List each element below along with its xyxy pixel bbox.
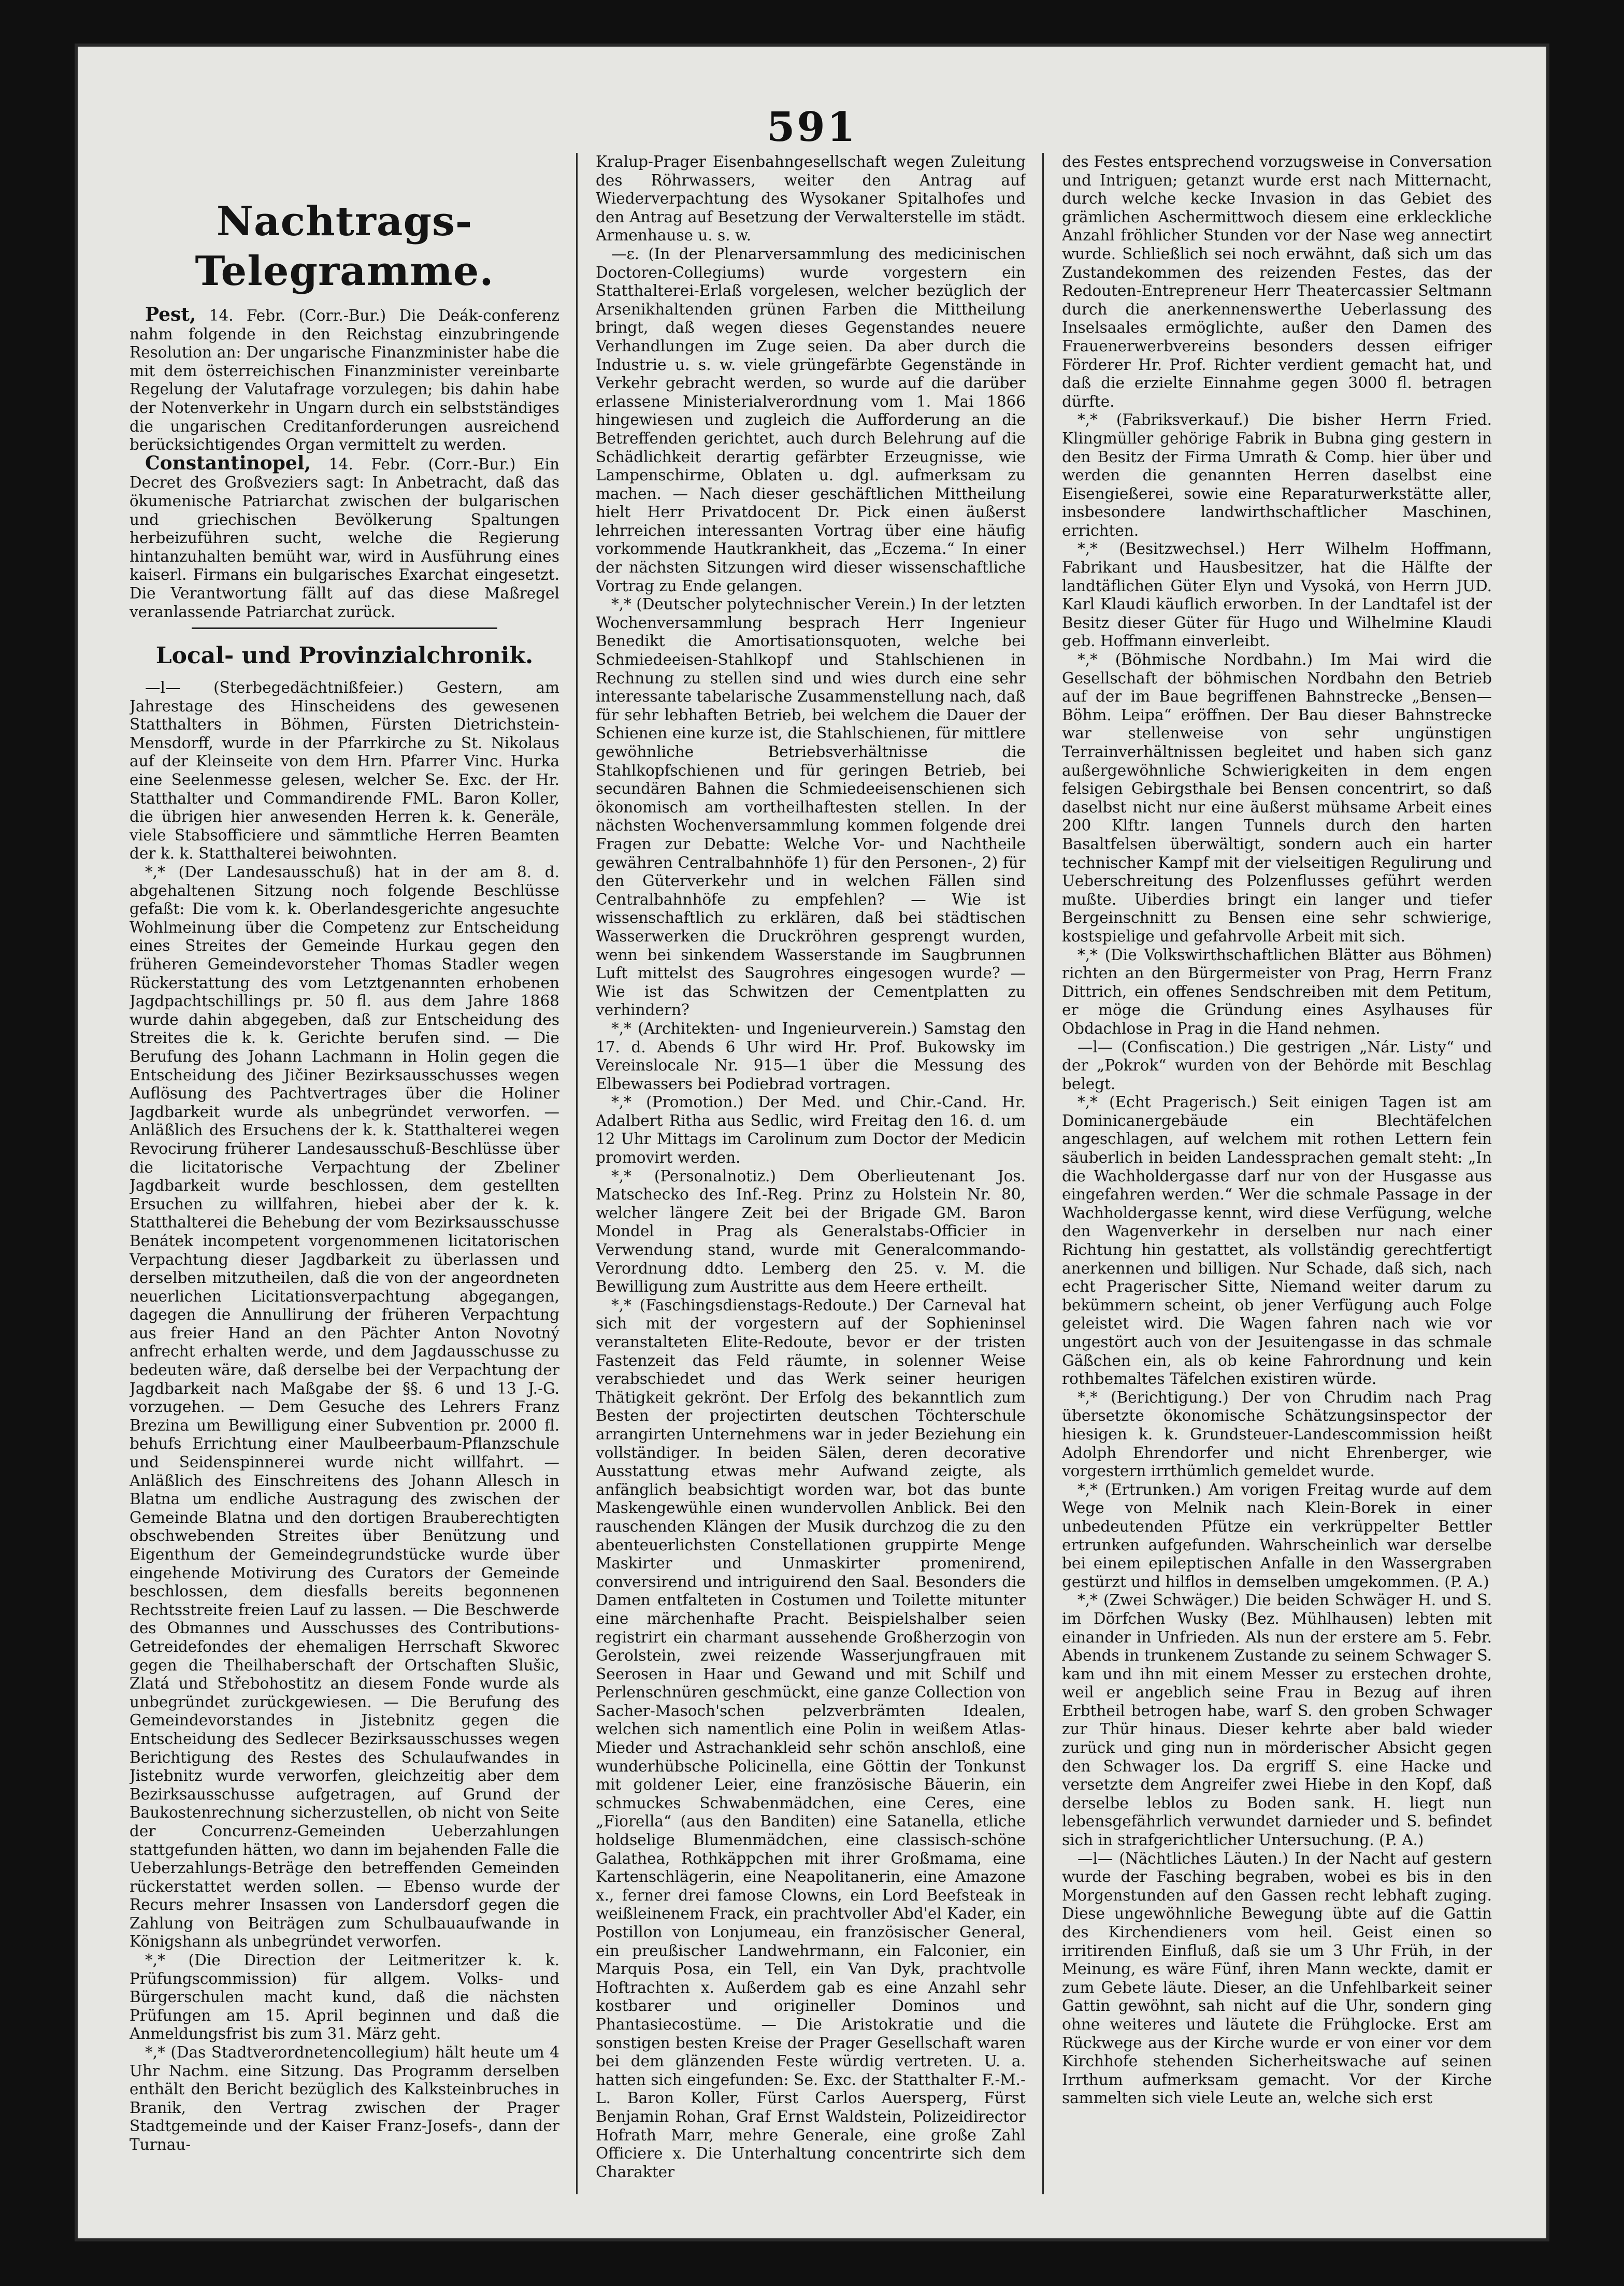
article-paragraph: *,* (Die Volkswirthschaftlichen Blätter aus Böhmen) richten an den Bürgermeister von Prag, Herrn Franz Dittrich, ein offenes Sendschreiben mit dem Petitum, er möge die Gründung eines Asylhauses für Obdachlose in Prag in die Hand nehmen.	[1062, 946, 1492, 1037]
telegram-city: Pest,	[145, 304, 196, 325]
masthead-telegrams: Nachtrags-Telegramme.	[195, 198, 494, 295]
article-paragraph: *,* (Echt Pragerisch.) Seit einigen Tagen ist am Dominicanergebäude ein Blechtäfelchen angeschlagen, auf welchem mit rothen Lettern fein säuberlich in beiden Landessprachen gemalt steht: „In die Wachholdergasse darf nur von der Husgasse aus eingefahren werden.“ Wer die schmale Passage in der Wachholdergasse kennt, wird diese Verfügung, welche den Wagenverkehr in derselben nur nach einer Richtung hin gestattet, als vollständig gerechtfertigt anerkennen und billigen. Nur Schade, daß sich, nach echt Pragerischer Sitte, Niemand weiter darum zu bekümmern scheint, ob jener Verfügung auch Folge geleistet wird. Die Wagen fahren nach wie vor ungestört auch von der Jesuitengasse in das schmale Gäßchen ein, als ob keine Fahrordnung und kein rothbemaltes Täfelchen existiren würde.	[1062, 1093, 1492, 1388]
article-paragraph: *,* (Ertrunken.) Am vorigen Freitag wurde auf dem Wege von Melnik nach Klein-Borek in einer unbedeutenden Pfütze ein verkrüppelter Bettler ertrunken aufgefunden. Wahrscheinlich war derselbe bei einem epileptischen Anfalle in den Wassergraben gestürzt und hilflos in demselben umgekommen. (P. A.)	[1062, 1480, 1492, 1591]
section-heading-local-chronicle: Local- und Provinzialchronik.	[155, 642, 534, 669]
article-paragraph: —ε. (In der Plenarversammlung des medicinischen Doctoren-Collegiums) wurde vorgestern ein Statthalterei-Erlaß vorgelesen, welcher bezüglich der Arsenikhaltenden grünen Farben die Mittheilung bringt, daß wegen dieses Gegenstandes neuere Verhandlungen im Zuge seien. Da aber durch die Industrie u. s. w. viele grüngefärbte Gegenstände in Verkehr gebracht werden, so wurde auf die darüber erlassene Ministerialverordnung vom 1. Mai 1866 hingewiesen und zugleich die Aufforderung an die Betreffenden gerichtet, auch durch Belehrung auf die Schädlichkeit derartig gefärbter Erzeugnisse, wie Lampenschirme, Oblaten u. dgl. aufmerksam zu machen. — Nach dieser geschäftlichen Mittheilung hielt Herr Privatdocent Dr. Pick einen äußerst lehrreichen interessanten Vortrag über eine häufig vorkommende Hautkrankheit, das „Eczema.“ In einer der nächsten Sitzungen wird dieser wissenschaftliche Vortrag zu Ende gelangen.	[596, 245, 1026, 595]
article-paragraph: Kralup-Prager Eisenbahngesellschaft wegen Zuleitung des Röhrwassers, weiter den Antrag auf Wiederverpachtung des Wysokaner Spitalhofes und den Antrag auf Besetzung der Verwalterstelle im städt. Armenhause u. s. w.	[596, 153, 1026, 245]
article-paragraph: *,* (Die Direction der Leitmeritzer k. k. Prüfungscommission) für allgem. Volks- und Bürgerschulen macht kund, daß die nächsten Prüfungen am 15. April beginnen und daß die Anmeldungsfrist bis zum 31. März geht.	[130, 1951, 559, 2043]
article-paragraph: *,* (Böhmische Nordbahn.) Im Mai wird die Gesellschaft der böhmischen Nordbahn den Betrieb auf der im Baue begriffenen Bahnstrecke „Bensen—Böhm. Leipa“ eröffnen. Der Bau dieser Bahnstrecke war stellenweise von sehr ungünstigen Terrainverhältnissen begleitet und haben sich ganz außergewöhnliche Schwierigkeiten in dem engen felsigen Gebirgsthale bei Bensen concentrirt, so daß daselbst nicht nur eine äußerst mühsame Arbeit eines 200 Klftr. langen Tunnels durch den harten Basaltfelsen überwältigt, sondern auch ein harter technischer Kampf mit der vielseitigen Regulirung und Ueberschreitung des Polzenflusses geführt werden mußte. Uiberdies bringt ein langer und tiefer Bergeinschnitt zu Bensen eine sehr schwierige, kostspielige und gefahrvolle Arbeit mit sich.	[1062, 651, 1492, 945]
telegram-text: 14. Febr. (Corr.-Bur.) Ein Decret des Großveziers sagt: In Anbetracht, daß das ökumenische Patriarchat zwischen der bulgarischen und griechischen Bevölkerung Spaltungen herbeizuführen sucht, welche die Regierung hintanzuhalten bemüht war, wird in Ausführung eines kaiserl. Firmans ein bulgarisches Exarchat eingesetzt. Die Verantwortung fällt auf das diese Maßregel veranlassende Patriarchat zurück.	[130, 455, 559, 621]
newspaper-page	[78, 47, 1546, 2238]
column-3	[1062, 153, 1492, 2205]
article-paragraph: *,* (Fabriksverkauf.) Die bisher Herrn Fried. Klingmüller gehörige Fabrik in Bubna ging gestern in den Besitz der Firma Umrath & Comp. hier über und werden die genannten Herren daselbst eine Eisengießerei, sowie eine Reparaturwerkstätte aller, insbesondere landwirthschaftlicher Maschinen, errichten.	[1062, 411, 1492, 539]
article-paragraph: *,* (Deutscher polytechnischer Verein.) In der letzten Wochenversammlung besprach Herr Ingenieur Benedikt die Amortisationsquoten, welche bei Schmiedeeisen-Stahlkopf und Stahlschienen in Rechnung zu stellen sind und wies durch eine sehr interessante tabelarische Zusammenstellung nach, daß für sehr lebhaften Betrieb, bei welchem die Dauer der Schienen eine kurze ist, die Stahlschienen, für mittlere gewöhnliche Betriebsverhältnisse die Stahlkopfschienen und für geringen Betrieb, bei secundären Bahnen die Schmiedeeisenschienen sich ökonomisch am vortheilhaftesten stellen. In der nächsten Wochenversammlung kommen folgende drei Fragen zur Debatte: Welche Vor- und Nachtheile gewähren Centralbahnhöfe 1) für den Personen-, 2) für den Güterverkehr und in welchen Fällen sind Centralbahnhöfe zu empfehlen? — Wie ist wissenschaftlich zu erklären, daß bei städtischen Wasserwerken die Druckröhren gesprengt wurden, wenn bei sinkendem Wasserstande im Saugbrunnen Luft mittelst des Saugrohres eingesogen wurde? — Wie ist das Schwitzen der Cementplatten zu verhindern?	[596, 595, 1026, 1019]
article-paragraph: *,* (Besitzwechsel.) Herr Wilhelm Hoffmann, Fabrikant und Hausbesitzer, hat die Hälfte der landtäflichen Güter Elyn und Vysoká, von Herrn JUD. Karl Klaudi käuflich erworben. In der Landtafel ist der Besitz dieser Güter für Hugo und Wilhelmine Klaudi geb. Hoffmann einverleibt.	[1062, 540, 1492, 650]
article-paragraph: —l— (Sterbegedächtnißfeier.) Gestern, am Jahrestage des Hinscheidens des gewesenen Statthalters in Böhmen, Fürsten Dietrichstein-Mensdorff, wurde in der Pfarrkirche zu St. Nikolaus auf der Kleinseite von dem Hrn. Pfarrer Vinc. Hurka eine Seelenmesse gelesen, welcher Se. Exc. der Hr. Statthalter und Commandirende FML. Baron Koller, die übrigen hier anwesenden Herren k. k. Generäle, viele Stabsofficiere und sämmtliche Herren Beamten der k. k. Statthalterei beiwohnten.	[130, 679, 559, 863]
article-paragraph: *,* (Promotion.) Der Med. und Chir.-Cand. Hr. Adalbert Ritha aus Sedlic, wird Freitag den 16. d. um 12 Uhr Mittags im Carolinum zum Doctor der Medicin promovirt werden.	[596, 1093, 1026, 1167]
article-paragraph: *,* (Architekten- und Ingenieurverein.) Samstag den 17. d. Abends 6 Uhr wird Hr. Prof. Bukowsky im Vereinslocale Nr. 915—1 über die Messung des Elbewassers bei Podiebrad vortragen.	[596, 1019, 1026, 1093]
telegram-city: Constantinopel,	[145, 452, 311, 474]
article-paragraph: *,* (Das Stadtverordnetencollegium) hält heute um 4 Uhr Nachm. eine Sitzung. Das Programm derselben enthält den Bericht bezüglich des Kalksteinbruches in Branik, den Vertrag zwischen der Prager Stadtgemeinde und der Kaiser Franz-Josefs-, dann der Turnau-	[130, 2044, 559, 2153]
article-paragraph: —l— (Nächtliches Läuten.) In der Nacht auf gestern wurde der Fasching begraben, wobei es bis in den Morgenstunden auf den Gassen recht lebhaft zuging. Diese ungewöhnliche Bewegung übte auf die Gattin des Kirchendieners vom heil. Geist einen so irritirenden Einfluß, daß sie um 3 Uhr Früh, in der Meinung, es wäre Fünf, ihren Mann weckte, damit er zum Gebete läute. Dieser, an die Unfehlbarkeit seiner Gattin gewöhnt, sah nicht auf die Uhr, sondern ging ohne weiteres und läutete die Frühglocke. Erst am Rückwege aus der Kirche wurde er von einer vor dem Kirchhofe stehenden Sicherheitswache auf seinen Irrthum aufmerksam gemacht. Vor der Kirche sammelten sich viele Leute an, welche sich erst	[1062, 1849, 1492, 2107]
article-paragraph: —l— (Confiscation.) Die gestrigen „Nár. Listy“ und der „Pokrok“ wurden von der Behörde mit Beschlag belegt.	[1062, 1038, 1492, 1093]
article-paragraph: *,* (Faschingsdienstags-Redoute.) Der Carneval hat sich mit der vorgestern auf der Sophieninsel veranstalteten Elite-Redoute, bevor er der tristen Fastenzeit das Feld räumte, in solenner Weise verabschiedet und das Werk seiner heurigen Thätigkeit gekrönt. Der Erfolg des bekanntlich zum Besten der projectirten deutschen Töchterschule arrangirten Unternehmens war in jeder Beziehung ein vollständiger. In beiden Sälen, deren decorative Ausstattung etwas mehr Aufwand zeigte, als anfänglich beabsichtigt worden war, bot das bunte Maskengewühle einen wundervollen Anblick. Bei den rauschenden Klängen der Musik durchzog die zu den abenteuerlichsten Constellationen gruppirte Menge Maskirter und Unmaskirter promenirend, conversirend und intriguirend den Saal. Besonders die Damen entfalteten in Costumen und Toilette mitunter eine märchenhafte Pracht. Beispielshalber seien registrirt ein charmant aussehende Großherzogin von Gerolstein, zwei reizende Wasserjungfrauen mit Seerosen in Haar und Gewand und mit Schilf und Perlenschnüren geschmückt, eine ganze Collection von Sacher-Masoch'schen pelzverbrämten Idealen, welchen sich namentlich eine Polin in weißem Atlas-Mieder und Astrachankleid sehr schön anschloß, eine wunderhübsche Policinella, eine Göttin der Tonkunst mit goldener Leier, eine französische Bäuerin, ein schmuckes Schwabenmädchen, eine Ceres, eine „Fiorella“ (aus den Banditen) eine Satanella, etliche holdselige Blumenmädchen, eine classisch-schöne Galathea, Rothkäppchen mit ihrer Großmama, eine Kartenschlägerin, eine Neapolitanerin, eine Amazone x., ferner drei famose Clowns, ein Lord Beefsteak in weißleinenem Frack, ein prachtvoller Abd'el Kader, ein Postillon von Lonjumeau, ein französischer General, ein preußischer Landwehrmann, ein Falconier, ein Marquis Posa, ein Tell, ein Van Dyk, prachtvolle Hoftrachten x. Außerdem gab es eine Anzahl sehr kostbarer und origineller Dominos und Phantasiecostüme. — Die Aristokratie und die sonstigen besten Kreise der Prager Gesellschaft waren bei dem glänzenden Feste würdig vertreten. U. a. hatten sich eingefunden: Se. Exc. der Statthalter F.-M.-L. Baron Koller, Fürst Carlos Auersperg, Fürst Benjamin Rohan, Graf Ernst Waldstein, Polizeidirector Hofrath Marr, mehre Generale, eine große Zahl Officiere x. Die Unterhaltung concentrirte sich dem Charakter	[596, 1296, 1026, 2181]
telegram-pest	[130, 306, 559, 454]
article-paragraph: *,* (Der Landesausschuß) hat in der am 8. d. abgehaltenen Sitzung noch folgende Beschlüsse gefaßt: Die vom k. k. Oberlandesgerichte angesuchte Wohlmeinung über die Competenz zur Entscheidung eines Streites der Gemeinde Hurkau gegen den früheren Gemeindevorsteher Thomas Stadler wegen Rückerstattung des vom Letztgenannten erhobenen Jagdpachtschillings pr. 50 fl. aus dem Jahre 1868 wurde dahin abgegeben, daß zur Entscheidung des Streites die k. k. Gerichte berufen sind. — Die Berufung des Johann Lachmann in Holin gegen die Entscheidung des Jičiner Bezirksausschusses wegen Auflösung des Pachtvertrages über die Holiner Jagdbarkeit wurde als unbegründet verworfen. — Anläßlich des Ersuchens der k. k. Statthalterei wegen Revocirung früherer Landesausschuß-Beschlüsse über die licitatorische Verpachtung der Zbeliner Jagdbarkeit wurde beschlossen, dem gestellten Ersuchen zu willfahren, hiebei aber der k. k. Statthalterei die Behebung der vom Bezirksausschusse Benátek incompetent vorgenommenen licitatorischen Verpachtung dieser Jagdbarkeit zu überlassen und derselben mitzutheilen, daß die von der angeordneten neuerlichen Licitationsverpachtung abgegangen, dagegen die Annullirung der früheren Verpachtung aus freier Hand an den Pächter Anton Novotný anfrecht erhalten werde, und dem Jagdausschusse zu bedeuten wäre, daß derselbe bei der Verpachtung der Jagdbarkeit nach Maßgabe der §§. 6 und 13 J.-G. vorzugehen. — Dem Gesuche des Lehrers Franz Brezina um Bewilligung einer Subvention pr. 2000 fl. behufs Errichtung einer Maulbeerbaum-Pflanzschule und Seidenspinnerei wurde nicht willfahrt. — Anläßlich des Einschreitens des Johann Allesch in Blatna um endliche Austragung des zwischen der Gemeinde Blatna und den dortigen Brauberechtigten obschwebenden Streites über Benützung und Eigenthum der Gemeindegrundstücke wurde über eingehende Motivirung des Curators der Gemeinde beschlossen, dem diesfalls bereits begonnenen Rechtsstreite freien Lauf zu lassen. — Die Beschwerde des Obmannes und Ausschusses des Contributions-Getreidefondes der ehemaligen Herrschaft Skworec gegen die Theilhaberschaft der Ortschaften Slušic, Zlatá und Střebohostitz an diesem Fonde wurde als unbegründet zurückgewiesen. — Die Berufung des Gemeindevorstandes in Jistebnitz gegen die Entscheidung des Sedlecer Bezirksausschusses wegen Berichtigung des Restes des Schulaufwandes in Jistebnitz wurde verworfen, gleichzeitig aber dem Bezirksausschusse aufgetragen, auf Grund der Baukostenrechnung sicherzustellen, ob nicht von Seite der Concurrenz-Gemeinden Ueberzahlungen stattgefunden hätten, wo dann im bejahenden Falle die Ueberzahlungs-Beträge den betreffenden Gemeinden rückerstattet werden sollen. — Ebenso wurde der Recurs mehrer Insassen von Landersdorf gegen die Zahlung von Beiträgen zum Schulbauaufwande in Königshann als unbegründet verworfen.	[130, 863, 559, 1951]
article-paragraph: *,* (Personalnotiz.) Dem Oberlieutenant Jos. Matschecko des Inf.-Reg. Prinz zu Holstein Nr. 80, welcher längere Zeit bei der Brigade GM. Baron Mondel in Prag als Generalstabs-Officier in Verwendung stand, wurde mit Generalcommando-Verordnung ddto. Lemberg den 25. v. M. die Bewilligung zum Austritte aus dem Heere ertheilt.	[596, 1167, 1026, 1296]
column-2	[596, 153, 1026, 2205]
article-paragraph: *,* (Berichtigung.) Der von Chrudim nach Prag übersetzte ökonomische Schätzungsinspector der hiesigen k. k. Grundsteuer-Landescommission heißt Adolph Ehrendorfer und nicht Ehrenberger, wie vorgestern irrthümlich gemeldet wurde.	[1062, 1388, 1492, 1480]
page-number: 591	[767, 104, 857, 151]
column-rule-left	[576, 153, 578, 2194]
column-1	[130, 155, 559, 2207]
column-rule-right	[1042, 153, 1044, 2194]
article-paragraph: des Festes entsprechend vorzugsweise in Conversation und Intriguen; getanzt wurde erst nach Mitternacht, durch welche kecke Invasion in das Gebiet des grämlichen Aschermittwoch diesem eine erkleckliche Anzahl fröhlicher Stunden vor der Nase weg annectirt wurde. Schließlich sei noch erwähnt, daß sich um das Zustandekommen des reizenden Festes, das der Redouten-Entrepreneur Herr Theatercassier Seltmann durch die anerkennenswerthe Ueberlassung des Inselsaales ermöglichte, außer den Damen des Frauenerwerbvereins besonders dessen eifriger Förderer Hr. Prof. Richter verdient gemacht hat, und daß die erzielte Einnahme gegen 3000 fl. betragen dürfte.	[1062, 153, 1492, 410]
section-divider	[192, 627, 497, 629]
article-paragraph: *,* (Zwei Schwäger.) Die beiden Schwäger H. und S. im Dörfchen Wusky (Bez. Mühlhausen) lebten mit einander in Unfrieden. Als nun der erstere am 5. Febr. Abends in trunkenem Zustande zu seinem Schwager S. kam und ihn mit einem Messer zu erstechen drohte, weil er angeblich seine Frau in Bezug auf ihren Erbtheil betrogen habe, warf S. den groben Schwager zur Thür hinaus. Dieser kehrte aber bald wieder zurück und ging nun in mörderischer Absicht gegen den Schwager los. Da ergriff S. eine Hacke und versetzte dem Angreifer zwei Hiebe in den Kopf, daß derselbe leblos zu Boden sank. H. liegt nun lebensgefährlich verwundet darnieder und S. befindet sich in strafgerichtlicher Untersuchung. (P. A.)	[1062, 1591, 1492, 1849]
telegram-text: 14. Febr. (Corr.-Bur.) Die Deák-conferenz nahm folgende in den Reichstag einzubringende Resolution an: Der ungarische Finanzminister habe die mit dem österreichischen Finanzminister vereinbarte Regelung der Valutafrage vorzulegen; bis dahin habe der Notenverkehr in Ungarn durch ein selbstständiges die ungarischen Creditanforderungen ausreichend berücksichtigendes Organ vermittelt zu werden.	[130, 307, 559, 454]
telegram-constantinopel	[130, 454, 559, 621]
